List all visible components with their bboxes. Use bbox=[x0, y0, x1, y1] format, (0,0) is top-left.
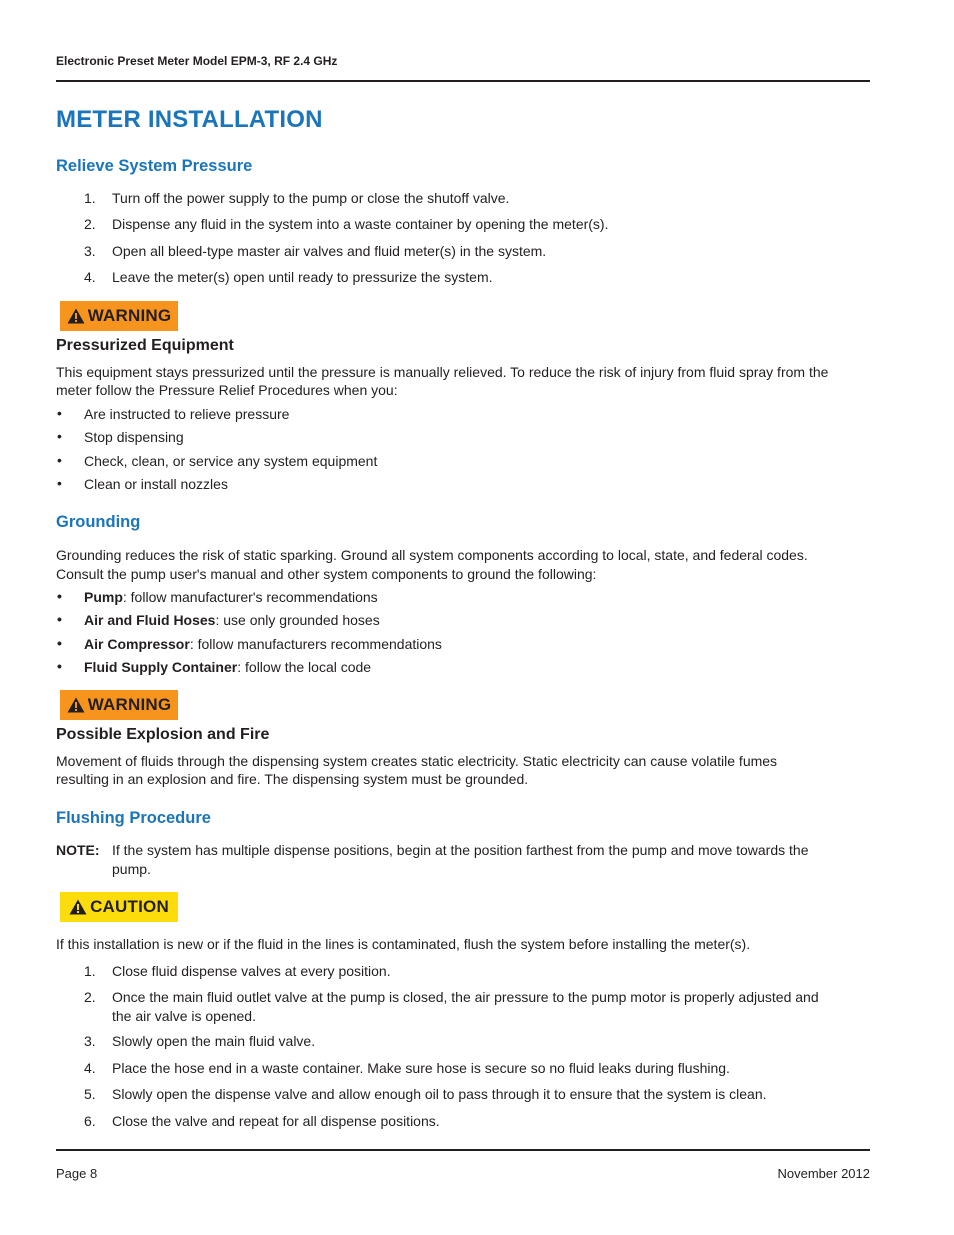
step-text: Slowly open the dispense valve and allow enough oil to pass through it to ensure that the system is clean. bbox=[112, 1086, 767, 1102]
warning-label bbox=[60, 301, 178, 331]
warning-label-text: WARNING bbox=[87, 306, 172, 325]
grounding-item-desc: : follow manufacturers recommendations bbox=[189, 636, 442, 652]
grounding-item bbox=[84, 635, 442, 654]
grounding-item-term: Pump bbox=[84, 589, 123, 605]
bullet-glyph: • bbox=[57, 405, 62, 421]
section-heading-grounding: Grounding bbox=[56, 513, 141, 531]
warning-triangle-icon bbox=[67, 308, 85, 324]
step-text: Leave the meter(s) open until ready to pressurize the system. bbox=[112, 269, 493, 285]
grounding-item-desc: : use only grounded hoses bbox=[215, 612, 380, 628]
step-text: Close the valve and repeat for all dispense positions. bbox=[112, 1113, 440, 1129]
grounding-item bbox=[84, 588, 378, 607]
warning-label-text: WARNING bbox=[87, 695, 172, 714]
bullet-glyph: • bbox=[57, 452, 62, 468]
warning-text-line: This equipment stays pressurized until the pressure is manually relieved. To reduce the risk of injury from fluid spray from the bbox=[56, 364, 829, 380]
bullet-glyph: • bbox=[57, 611, 62, 627]
step-number: 1. bbox=[84, 190, 96, 206]
page-title: METER INSTALLATION bbox=[56, 106, 323, 133]
warning-heading: Possible Explosion and Fire bbox=[56, 726, 270, 743]
grounding-item-desc: : follow the local code bbox=[237, 659, 372, 675]
warning-triangle-icon bbox=[67, 697, 85, 713]
step-text: Turn off the power supply to the pump or close the shutoff valve. bbox=[112, 190, 510, 206]
section-heading-flushing: Flushing Procedure bbox=[56, 809, 211, 827]
bullet-glyph: • bbox=[57, 635, 62, 651]
bullet-item: Stop dispensing bbox=[84, 429, 184, 445]
step-number: 1. bbox=[84, 963, 96, 979]
warning-heading: Pressurized Equipment bbox=[56, 337, 234, 354]
step-number: 4. bbox=[84, 269, 96, 285]
bullet-item: Clean or install nozzles bbox=[84, 476, 228, 492]
step-text: Once the main fluid outlet valve at the pump is closed, the air pressure to the pump motor is properly adjusted and bbox=[112, 989, 819, 1005]
header-rule bbox=[56, 80, 870, 82]
step-text: Slowly open the main fluid valve. bbox=[112, 1033, 316, 1049]
caution-label bbox=[60, 892, 178, 922]
grounding-item bbox=[84, 611, 380, 630]
step-text: Dispense any fluid in the system into a waste container by opening the meter(s). bbox=[112, 216, 609, 232]
step-number: 2. bbox=[84, 989, 96, 1005]
warning-triangle-icon bbox=[69, 899, 87, 915]
step-number: 4. bbox=[84, 1060, 96, 1076]
step-text: Place the hose end in a waste container. Make sure hose is secure so no fluid leaks during flushing. bbox=[112, 1060, 730, 1076]
document-header-title: Electronic Preset Meter Model EPM-3, RF 2.4 GHz bbox=[56, 54, 338, 68]
warning-text-line: meter follow the Pressure Relief Procedures when you: bbox=[56, 382, 398, 398]
grounding-item bbox=[84, 658, 371, 677]
warning-label bbox=[60, 690, 178, 720]
step-number: 6. bbox=[84, 1113, 96, 1129]
caution-label-text: CAUTION bbox=[90, 897, 169, 916]
step-number: 2. bbox=[84, 216, 96, 232]
bullet-glyph: • bbox=[57, 428, 62, 444]
bullet-item: Check, clean, or service any system equipment bbox=[84, 453, 378, 469]
note-label: NOTE: bbox=[56, 842, 100, 858]
section-heading-relieve: Relieve System Pressure bbox=[56, 157, 253, 175]
grounding-item-term: Air Compressor bbox=[84, 636, 190, 652]
note-text-line: pump. bbox=[112, 861, 151, 877]
step-number: 3. bbox=[84, 243, 96, 259]
grounding-item-desc: : follow manufacturer's recommendations bbox=[122, 589, 378, 605]
footer-page-number: Page 8 bbox=[56, 1166, 98, 1181]
footer-date: November 2012 bbox=[777, 1166, 870, 1181]
grounding-item-term: Fluid Supply Container bbox=[84, 659, 238, 675]
bullet-glyph: • bbox=[57, 658, 62, 674]
step-text: Close fluid dispense valves at every position. bbox=[112, 963, 391, 979]
warning-text-line: resulting in an explosion and fire. The dispensing system must be grounded. bbox=[56, 771, 529, 787]
footer-rule bbox=[56, 1149, 870, 1151]
step-number: 5. bbox=[84, 1086, 96, 1102]
bullet-glyph: • bbox=[57, 475, 62, 491]
step-number: 3. bbox=[84, 1033, 96, 1049]
paragraph-line: Consult the pump user's manual and other system components to ground the following: bbox=[56, 566, 597, 582]
caution-text: If this installation is new or if the fluid in the lines is contaminated, flush the system before installing the meter(s). bbox=[56, 936, 751, 952]
bullet-glyph: • bbox=[57, 588, 62, 604]
bullet-item: Are instructed to relieve pressure bbox=[84, 406, 290, 422]
warning-text-line: Movement of fluids through the dispensing system creates static electricity. Static electricity can cause volatile fumes bbox=[56, 753, 778, 769]
grounding-item-term: Air and Fluid Hoses bbox=[84, 612, 216, 628]
step-text: the air valve is opened. bbox=[112, 1008, 256, 1024]
paragraph-line: Grounding reduces the risk of static sparking. Ground all system components according to local, state, and federal codes. bbox=[56, 547, 808, 563]
step-text: Open all bleed-type master air valves and fluid meter(s) in the system. bbox=[112, 243, 547, 259]
note-text-line: If the system has multiple dispense positions, begin at the position farthest from the pump and move towards the bbox=[112, 842, 809, 858]
